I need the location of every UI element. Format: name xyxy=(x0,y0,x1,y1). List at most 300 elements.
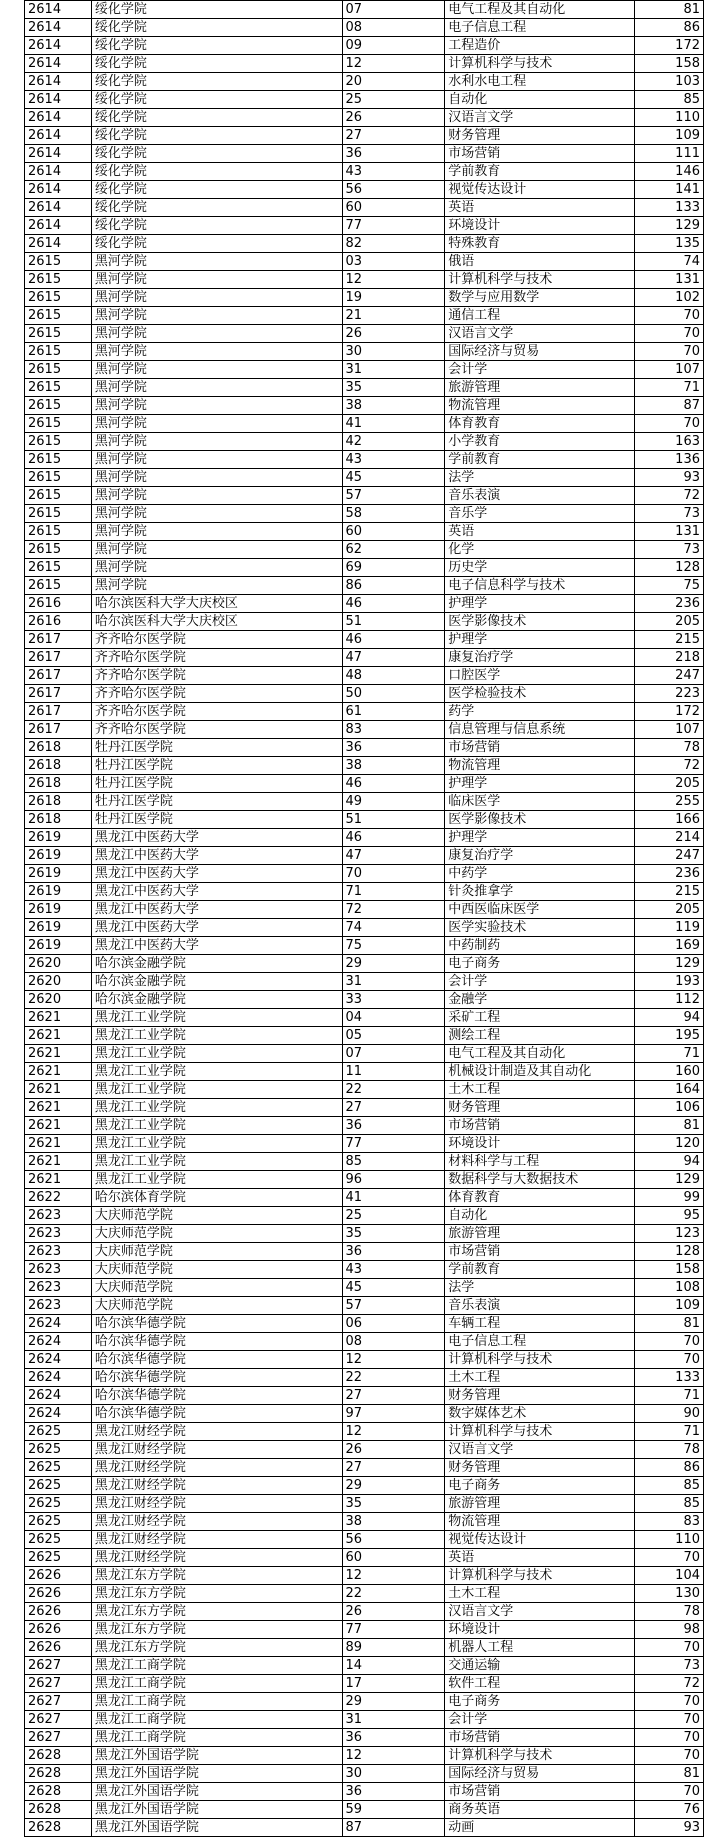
major-code-cell: 48 xyxy=(342,667,445,685)
score-cell: 70 xyxy=(635,1639,704,1657)
major-name-cell: 护理学 xyxy=(445,595,635,613)
school-name-cell: 黑龙江财经学院 xyxy=(91,1477,342,1495)
table-row xyxy=(25,1099,704,1117)
major-code-cell: 36 xyxy=(342,1117,445,1135)
major-code-cell: 51 xyxy=(342,811,445,829)
major-name-cell: 自动化 xyxy=(445,1207,635,1225)
major-name-cell: 视觉传达设计 xyxy=(445,181,635,199)
school-name-cell: 绥化学院 xyxy=(91,37,342,55)
score-cell: 255 xyxy=(635,793,704,811)
major-name-cell: 商务英语 xyxy=(445,1801,635,1819)
school-name-cell: 黑龙江工业学院 xyxy=(91,1153,342,1171)
table-row xyxy=(25,433,704,451)
score-cell: 74 xyxy=(635,253,704,271)
table-row xyxy=(25,1315,704,1333)
major-name-cell: 计算机科学与技术 xyxy=(445,1567,635,1585)
major-code-cell: 46 xyxy=(342,829,445,847)
table-row xyxy=(25,109,704,127)
major-name-cell: 数学与应用数学 xyxy=(445,289,635,307)
school-code-cell: 2616 xyxy=(25,595,92,613)
table-row xyxy=(25,685,704,703)
school-name-cell: 黑河学院 xyxy=(91,451,342,469)
table-row xyxy=(25,595,704,613)
school-name-cell: 绥化学院 xyxy=(91,19,342,37)
table-row xyxy=(25,1495,704,1513)
school-name-cell: 齐齐哈尔医学院 xyxy=(91,631,342,649)
major-code-cell: 12 xyxy=(342,1747,445,1765)
major-name-cell: 学前教育 xyxy=(445,163,635,181)
score-cell: 128 xyxy=(635,559,704,577)
school-name-cell: 黑龙江中医药大学 xyxy=(91,901,342,919)
school-code-cell: 2619 xyxy=(25,865,92,883)
table-row xyxy=(25,1243,704,1261)
major-name-cell: 临床医学 xyxy=(445,793,635,811)
score-cell: 85 xyxy=(635,1477,704,1495)
table-row xyxy=(25,361,704,379)
major-name-cell: 国际经济与贸易 xyxy=(445,1765,635,1783)
school-code-cell: 2615 xyxy=(25,487,92,505)
school-code-cell: 2625 xyxy=(25,1531,92,1549)
table-row xyxy=(25,145,704,163)
major-name-cell: 车辆工程 xyxy=(445,1315,635,1333)
school-code-cell: 2614 xyxy=(25,91,92,109)
score-cell: 81 xyxy=(635,1315,704,1333)
major-code-cell: 31 xyxy=(342,973,445,991)
school-code-cell: 2626 xyxy=(25,1621,92,1639)
major-name-cell: 体育教育 xyxy=(445,415,635,433)
school-code-cell: 2625 xyxy=(25,1513,92,1531)
score-cell: 205 xyxy=(635,901,704,919)
table-row xyxy=(25,1513,704,1531)
school-name-cell: 黑龙江中医药大学 xyxy=(91,829,342,847)
school-code-cell: 2617 xyxy=(25,721,92,739)
school-name-cell: 黑龙江财经学院 xyxy=(91,1423,342,1441)
school-name-cell: 黑龙江工业学院 xyxy=(91,1117,342,1135)
major-name-cell: 旅游管理 xyxy=(445,379,635,397)
score-cell: 109 xyxy=(635,1297,704,1315)
school-code-cell: 2623 xyxy=(25,1207,92,1225)
school-name-cell: 黑河学院 xyxy=(91,271,342,289)
major-code-cell: 70 xyxy=(342,865,445,883)
major-name-cell: 自动化 xyxy=(445,91,635,109)
school-code-cell: 2621 xyxy=(25,1171,92,1189)
major-name-cell: 会计学 xyxy=(445,1711,635,1729)
major-name-cell: 护理学 xyxy=(445,631,635,649)
major-name-cell: 药学 xyxy=(445,703,635,721)
major-name-cell: 软件工程 xyxy=(445,1675,635,1693)
major-code-cell: 31 xyxy=(342,1711,445,1729)
major-code-cell: 26 xyxy=(342,1603,445,1621)
school-code-cell: 2617 xyxy=(25,631,92,649)
score-cell: 133 xyxy=(635,1369,704,1387)
school-name-cell: 绥化学院 xyxy=(91,199,342,217)
school-name-cell: 黑龙江工商学院 xyxy=(91,1729,342,1747)
major-name-cell: 电子商务 xyxy=(445,1693,635,1711)
table-row xyxy=(25,1297,704,1315)
major-code-cell: 33 xyxy=(342,991,445,1009)
table-row xyxy=(25,1171,704,1189)
major-code-cell: 77 xyxy=(342,1135,445,1153)
major-code-cell: 96 xyxy=(342,1171,445,1189)
major-name-cell: 环境设计 xyxy=(445,1135,635,1153)
major-name-cell: 数字媒体艺术 xyxy=(445,1405,635,1423)
major-code-cell: 41 xyxy=(342,1189,445,1207)
score-cell: 70 xyxy=(635,343,704,361)
table-row xyxy=(25,775,704,793)
score-cell: 214 xyxy=(635,829,704,847)
major-code-cell: 19 xyxy=(342,289,445,307)
school-name-cell: 黑龙江工业学院 xyxy=(91,1081,342,1099)
score-cell: 78 xyxy=(635,1603,704,1621)
major-code-cell: 20 xyxy=(342,73,445,91)
school-name-cell: 牡丹江医学院 xyxy=(91,811,342,829)
score-cell: 70 xyxy=(635,1747,704,1765)
school-name-cell: 哈尔滨华德学院 xyxy=(91,1369,342,1387)
major-code-cell: 35 xyxy=(342,1225,445,1243)
school-code-cell: 2621 xyxy=(25,1081,92,1099)
major-name-cell: 市场营销 xyxy=(445,1729,635,1747)
school-code-cell: 2621 xyxy=(25,1135,92,1153)
school-code-cell: 2627 xyxy=(25,1711,92,1729)
table-row xyxy=(25,1549,704,1567)
score-cell: 205 xyxy=(635,613,704,631)
major-name-cell: 医学实验技术 xyxy=(445,919,635,937)
major-name-cell: 视觉传达设计 xyxy=(445,1531,635,1549)
school-code-cell: 2624 xyxy=(25,1369,92,1387)
school-name-cell: 牡丹江医学院 xyxy=(91,793,342,811)
major-code-cell: 27 xyxy=(342,1459,445,1477)
table-row xyxy=(25,307,704,325)
school-name-cell: 绥化学院 xyxy=(91,73,342,91)
school-code-cell: 2615 xyxy=(25,379,92,397)
major-name-cell: 针灸推拿学 xyxy=(445,883,635,901)
score-cell: 72 xyxy=(635,1675,704,1693)
major-name-cell: 音乐表演 xyxy=(445,487,635,505)
major-name-cell: 计算机科学与技术 xyxy=(445,55,635,73)
major-code-cell: 57 xyxy=(342,487,445,505)
major-name-cell: 特殊教育 xyxy=(445,235,635,253)
school-code-cell: 2615 xyxy=(25,415,92,433)
school-name-cell: 牡丹江医学院 xyxy=(91,775,342,793)
major-name-cell: 口腔医学 xyxy=(445,667,635,685)
major-name-cell: 英语 xyxy=(445,1549,635,1567)
school-name-cell: 齐齐哈尔医学院 xyxy=(91,685,342,703)
school-name-cell: 黑龙江外国语学院 xyxy=(91,1783,342,1801)
major-code-cell: 27 xyxy=(342,1099,445,1117)
major-code-cell: 14 xyxy=(342,1657,445,1675)
major-name-cell: 市场营销 xyxy=(445,1117,635,1135)
table-row xyxy=(25,325,704,343)
major-name-cell: 医学影像技术 xyxy=(445,811,635,829)
table-row xyxy=(25,937,704,955)
major-code-cell: 49 xyxy=(342,793,445,811)
school-name-cell: 黑龙江中医药大学 xyxy=(91,883,342,901)
major-name-cell: 旅游管理 xyxy=(445,1225,635,1243)
score-cell: 71 xyxy=(635,379,704,397)
school-name-cell: 绥化学院 xyxy=(91,55,342,73)
table-row xyxy=(25,1153,704,1171)
major-code-cell: 22 xyxy=(342,1585,445,1603)
major-name-cell: 中西医临床医学 xyxy=(445,901,635,919)
school-code-cell: 2619 xyxy=(25,883,92,901)
table-row xyxy=(25,1693,704,1711)
school-code-cell: 2621 xyxy=(25,1027,92,1045)
table-row xyxy=(25,1207,704,1225)
major-name-cell: 材料科学与工程 xyxy=(445,1153,635,1171)
major-name-cell: 采矿工程 xyxy=(445,1009,635,1027)
major-name-cell: 物流管理 xyxy=(445,757,635,775)
table-row xyxy=(25,865,704,883)
table-row xyxy=(25,1477,704,1495)
school-code-cell: 2615 xyxy=(25,505,92,523)
table-row xyxy=(25,883,704,901)
school-name-cell: 哈尔滨金融学院 xyxy=(91,991,342,1009)
score-cell: 131 xyxy=(635,523,704,541)
score-cell: 99 xyxy=(635,1189,704,1207)
table-row xyxy=(25,1621,704,1639)
school-code-cell: 2615 xyxy=(25,559,92,577)
major-code-cell: 57 xyxy=(342,1297,445,1315)
school-name-cell: 黑龙江外国语学院 xyxy=(91,1747,342,1765)
score-cell: 73 xyxy=(635,505,704,523)
school-code-cell: 2615 xyxy=(25,541,92,559)
major-code-cell: 75 xyxy=(342,937,445,955)
school-code-cell: 2615 xyxy=(25,307,92,325)
major-code-cell: 87 xyxy=(342,1819,445,1837)
major-name-cell: 土木工程 xyxy=(445,1081,635,1099)
major-name-cell: 汉语言文学 xyxy=(445,1441,635,1459)
school-code-cell: 2621 xyxy=(25,1009,92,1027)
table-row xyxy=(25,163,704,181)
major-name-cell: 土木工程 xyxy=(445,1585,635,1603)
major-code-cell: 09 xyxy=(342,37,445,55)
school-name-cell: 黑河学院 xyxy=(91,433,342,451)
table-row xyxy=(25,559,704,577)
major-name-cell: 信息管理与信息系统 xyxy=(445,721,635,739)
major-code-cell: 36 xyxy=(342,1783,445,1801)
score-cell: 78 xyxy=(635,739,704,757)
school-code-cell: 2614 xyxy=(25,217,92,235)
school-name-cell: 黑龙江工业学院 xyxy=(91,1027,342,1045)
major-name-cell: 计算机科学与技术 xyxy=(445,271,635,289)
major-code-cell: 31 xyxy=(342,361,445,379)
major-name-cell: 电子信息工程 xyxy=(445,1333,635,1351)
table-row xyxy=(25,271,704,289)
major-name-cell: 计算机科学与技术 xyxy=(445,1351,635,1369)
school-code-cell: 2623 xyxy=(25,1243,92,1261)
school-name-cell: 齐齐哈尔医学院 xyxy=(91,721,342,739)
major-name-cell: 音乐表演 xyxy=(445,1297,635,1315)
school-name-cell: 黑龙江中医药大学 xyxy=(91,865,342,883)
major-code-cell: 45 xyxy=(342,469,445,487)
school-name-cell: 黑龙江东方学院 xyxy=(91,1585,342,1603)
score-cell: 70 xyxy=(635,1549,704,1567)
table-row xyxy=(25,919,704,937)
major-name-cell: 体育教育 xyxy=(445,1189,635,1207)
score-cell: 86 xyxy=(635,1459,704,1477)
school-name-cell: 黑河学院 xyxy=(91,361,342,379)
table-row xyxy=(25,1531,704,1549)
school-code-cell: 2627 xyxy=(25,1693,92,1711)
school-code-cell: 2621 xyxy=(25,1045,92,1063)
table-row xyxy=(25,1765,704,1783)
table-row xyxy=(25,127,704,145)
major-code-cell: 97 xyxy=(342,1405,445,1423)
school-name-cell: 绥化学院 xyxy=(91,127,342,145)
school-name-cell: 绥化学院 xyxy=(91,145,342,163)
major-name-cell: 化学 xyxy=(445,541,635,559)
table-row xyxy=(25,1783,704,1801)
school-code-cell: 2625 xyxy=(25,1423,92,1441)
major-code-cell: 07 xyxy=(342,1,445,19)
table-row xyxy=(25,505,704,523)
score-cell: 94 xyxy=(635,1153,704,1171)
major-name-cell: 康复治疗学 xyxy=(445,847,635,865)
score-cell: 119 xyxy=(635,919,704,937)
major-name-cell: 机械设计制造及其自动化 xyxy=(445,1063,635,1081)
school-name-cell: 黑龙江东方学院 xyxy=(91,1603,342,1621)
school-code-cell: 2625 xyxy=(25,1549,92,1567)
table-row xyxy=(25,1567,704,1585)
table-row xyxy=(25,1027,704,1045)
score-cell: 85 xyxy=(635,91,704,109)
major-code-cell: 12 xyxy=(342,1351,445,1369)
score-cell: 112 xyxy=(635,991,704,1009)
score-cell: 71 xyxy=(635,1387,704,1405)
school-name-cell: 黑龙江东方学院 xyxy=(91,1639,342,1657)
table-row xyxy=(25,1657,704,1675)
school-code-cell: 2615 xyxy=(25,523,92,541)
school-name-cell: 黑龙江中医药大学 xyxy=(91,847,342,865)
score-cell: 93 xyxy=(635,469,704,487)
school-name-cell: 哈尔滨华德学院 xyxy=(91,1315,342,1333)
school-code-cell: 2614 xyxy=(25,181,92,199)
school-name-cell: 黑龙江工业学院 xyxy=(91,1099,342,1117)
major-code-cell: 07 xyxy=(342,1045,445,1063)
major-name-cell: 中药制药 xyxy=(445,937,635,955)
major-name-cell: 市场营销 xyxy=(445,739,635,757)
school-name-cell: 黑河学院 xyxy=(91,307,342,325)
table-row xyxy=(25,55,704,73)
table-row xyxy=(25,1441,704,1459)
major-name-cell: 汉语言文学 xyxy=(445,1603,635,1621)
major-name-cell: 国际经济与贸易 xyxy=(445,343,635,361)
major-code-cell: 45 xyxy=(342,1279,445,1297)
school-code-cell: 2628 xyxy=(25,1783,92,1801)
major-code-cell: 12 xyxy=(342,1567,445,1585)
table-row xyxy=(25,1369,704,1387)
school-name-cell: 黑河学院 xyxy=(91,343,342,361)
major-code-cell: 03 xyxy=(342,253,445,271)
major-name-cell: 康复治疗学 xyxy=(445,649,635,667)
major-code-cell: 41 xyxy=(342,415,445,433)
table-row xyxy=(25,1639,704,1657)
major-name-cell: 测绘工程 xyxy=(445,1027,635,1045)
major-name-cell: 环境设计 xyxy=(445,1621,635,1639)
score-cell: 104 xyxy=(635,1567,704,1585)
table-row xyxy=(25,1045,704,1063)
major-code-cell: 35 xyxy=(342,379,445,397)
school-code-cell: 2615 xyxy=(25,397,92,415)
table-row xyxy=(25,811,704,829)
score-cell: 195 xyxy=(635,1027,704,1045)
major-code-cell: 12 xyxy=(342,1423,445,1441)
major-code-cell: 12 xyxy=(342,271,445,289)
major-name-cell: 汉语言文学 xyxy=(445,325,635,343)
major-code-cell: 26 xyxy=(342,109,445,127)
major-code-cell: 42 xyxy=(342,433,445,451)
table-row xyxy=(25,991,704,1009)
major-code-cell: 21 xyxy=(342,307,445,325)
score-cell: 103 xyxy=(635,73,704,91)
score-cell: 107 xyxy=(635,721,704,739)
score-cell: 81 xyxy=(635,1117,704,1135)
score-cell: 136 xyxy=(635,451,704,469)
school-code-cell: 2628 xyxy=(25,1801,92,1819)
major-code-cell: 89 xyxy=(342,1639,445,1657)
school-name-cell: 绥化学院 xyxy=(91,217,342,235)
table-row xyxy=(25,487,704,505)
major-name-cell: 医学检验技术 xyxy=(445,685,635,703)
major-name-cell: 电子信息科学与技术 xyxy=(445,577,635,595)
school-code-cell: 2620 xyxy=(25,991,92,1009)
table-row xyxy=(25,19,704,37)
score-cell: 158 xyxy=(635,1261,704,1279)
score-cell: 164 xyxy=(635,1081,704,1099)
major-code-cell: 56 xyxy=(342,1531,445,1549)
school-name-cell: 黑龙江东方学院 xyxy=(91,1567,342,1585)
school-name-cell: 黑河学院 xyxy=(91,397,342,415)
score-cell: 193 xyxy=(635,973,704,991)
school-name-cell: 黑河学院 xyxy=(91,541,342,559)
score-cell: 78 xyxy=(635,1441,704,1459)
school-code-cell: 2627 xyxy=(25,1675,92,1693)
score-cell: 215 xyxy=(635,631,704,649)
major-code-cell: 22 xyxy=(342,1369,445,1387)
school-name-cell: 大庆师范学院 xyxy=(91,1279,342,1297)
school-code-cell: 2615 xyxy=(25,271,92,289)
score-cell: 120 xyxy=(635,1135,704,1153)
school-name-cell: 黑河学院 xyxy=(91,523,342,541)
school-name-cell: 大庆师范学院 xyxy=(91,1297,342,1315)
major-name-cell: 市场营销 xyxy=(445,1783,635,1801)
major-code-cell: 60 xyxy=(342,523,445,541)
score-cell: 110 xyxy=(635,109,704,127)
score-cell: 109 xyxy=(635,127,704,145)
school-code-cell: 2623 xyxy=(25,1297,92,1315)
score-cell: 223 xyxy=(635,685,704,703)
score-cell: 218 xyxy=(635,649,704,667)
school-name-cell: 绥化学院 xyxy=(91,109,342,127)
score-cell: 135 xyxy=(635,235,704,253)
school-name-cell: 黑龙江工商学院 xyxy=(91,1711,342,1729)
school-name-cell: 黑龙江东方学院 xyxy=(91,1621,342,1639)
major-name-cell: 通信工程 xyxy=(445,307,635,325)
score-cell: 73 xyxy=(635,1657,704,1675)
school-code-cell: 2627 xyxy=(25,1729,92,1747)
school-code-cell: 2622 xyxy=(25,1189,92,1207)
table-row xyxy=(25,415,704,433)
table-row xyxy=(25,1117,704,1135)
major-code-cell: 46 xyxy=(342,631,445,649)
school-name-cell: 齐齐哈尔医学院 xyxy=(91,703,342,721)
table-row xyxy=(25,1747,704,1765)
school-name-cell: 牡丹江医学院 xyxy=(91,739,342,757)
school-code-cell: 2614 xyxy=(25,55,92,73)
table-row xyxy=(25,793,704,811)
school-code-cell: 2617 xyxy=(25,667,92,685)
major-code-cell: 12 xyxy=(342,55,445,73)
